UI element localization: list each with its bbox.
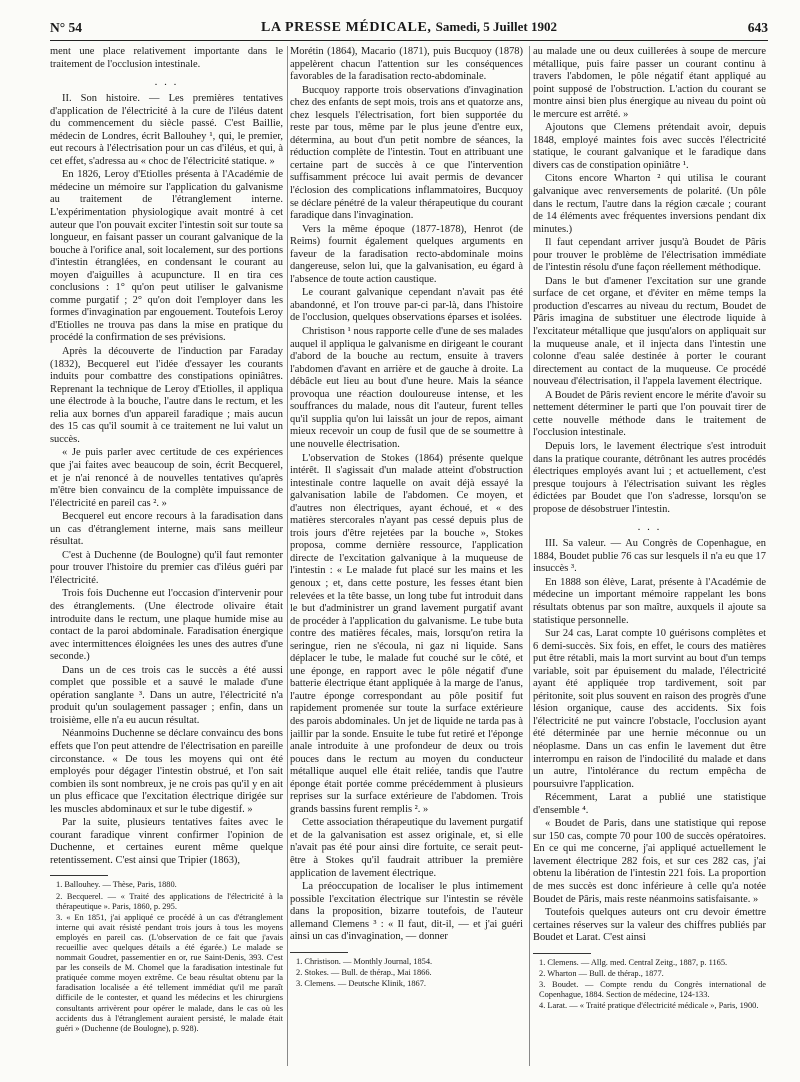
masthead [50,19,768,36]
column-3 [533,46,766,1070]
paragraph: Toutefois quelques auteurs ont cru devoir émettre certaines réserves sur la valeur des chiffres publiés par Boudet et Larat. C'est ainsi [533,907,766,944]
paragraph: En 1888 son élève, Larat, présente à l'Académie de médecine un important mémoire rappelant les bons résultats obtenus par son maître, auxquels il ajoute sa statistique personnelle. [533,576,766,626]
section-ornament: . . . [637,521,662,534]
column-2 [290,46,523,1070]
footnote: 1. Ballouhey. — Thèse, Paris, 1880. [56,880,177,890]
footnotes [50,880,283,1033]
paragraph: Néanmoins Duchenne se déclare convaincu des bons effets que l'on peut attendre de l'électrisation en pareille circonstance. « De tous les moyens qui ont été employés pour dégager l'intestin obstrué, et l'on sait combien ils sont nombreux, je ne crois pas qu'il y en ait un plus efficace que l'excitation électrique dirigée sur les muscles abdominaux et sur le tube digestif. » [50,728,283,815]
column-divider [529,46,530,1066]
paragraph: La préoccupation de localiser le plus intimement possible l'excitation électrique sur l'intestin se révèle dans la proposition, bizarre toutefois, de l'auteur allemand Clemens ³ : « Il faut, dit-il, — et j'ai guéri ainsi un cas d'invagination, — donner [290,881,523,943]
footnote-separator [533,953,591,954]
footnotes [290,957,523,989]
paragraph: Bucquoy rapporte trois observations d'invagination chez des enfants de sept mois, trois ans et quatorze ans, chez lesquels l'électrisation, fort bien supportée du reste par tous, même par le plus jeune d'entre eux, détermina, au bout d'un petit nombre de séances, la réduction complète de l'intestin. Tout en attribuant une certaine part de succès à ce que l'intervention suffisamment précoce lui avait permis de devancer l'éclosion des complications inflammatoires, Bucquoy se déclare pénétré de la valeur thérapeutique du courant faradique dans l'invagination. [290,84,523,222]
header-rule [50,40,768,41]
paragraph: Après la découverte de l'induction par Faraday (1832), Becquerel eut l'idée d'essayer les courants induits pour combattre des constipations opiniâtres. Reprenant la technique de Leroy d'Etiolles, il appliqua une électrode à la bouche, l'autre dans le rectum, et les relia aux bornes d'un appareil faradique ; mais aucun des 15 cas qu'il soumit à ce traitement ne lui valut un succès. [50,346,283,445]
issue-number: N° 54 [50,20,83,35]
footnote: 4. Larat. — « Traité pratique d'électricité médicale », Paris, 1900. [539,1001,759,1011]
paragraph: Christison ¹ nous rapporte celle d'une de ses malades auquel il appliqua le galvanisme en dirigeant le courant d'abord de la bouche au rectum, ensuite à travers l'abdomen d'avant en arrière et de gauche à droite. La débâcle eut lieu au bout d'une heure. Mais la séance provoqua une réaction douloureuse intense, et les souffrances du malade, nous dit l'auteur, furent telles qu'il supplia qu'on lui laissât un jour de repos, aimant mieux recevoir un coup de fusil que de se soumettre à une nouvelle électrisation. [290,326,523,450]
footnote: 2. Becquerel. — « Traité des applications de l'électricité à la thérapeutique ». Paris, 1860, p. 295. [56,891,283,911]
page-number: 643 [747,20,768,35]
paragraph: au malade une ou deux cuillerées à soupe de mercure métallique, puis faire passer un courant continu à travers l'abdomen, le pôle négatif étant appliqué au point supposé de l'obstruction. L'action du courant se montre ainsi bien plus énergique au niveau du point où le mercure est arrêté. » [533,46,766,120]
footnote: 3. Boudet. — Compte rendu du Congrès international de Copenhague, 1884. Section de médecine, 124-133. [539,979,766,1000]
footnote: 3. Clemens. — Deutsche Klinik, 1867. [296,979,427,989]
paragraph: Ajoutons que Clemens prétendait avoir, depuis 1848, employé maintes fois avec succès l'électricité statique, le courant galvanique et le faradique dans divers cas de constipation opiniâtre ¹. [533,122,766,171]
footnote: 1. Christison. — Monthly Journal, 1854. [296,956,433,966]
column-1 [50,46,283,1070]
footnote-separator [290,952,348,953]
paragraph: Trois fois Duchenne eut l'occasion d'intervenir pour des étranglements. (Une électrode olivaire était introduite dans le rectum, une plaque humide mise au contact de la paroi abdominale. Faradisation énergique avec intermittences éloignées les unes des autres d'une seconde.) [50,588,283,663]
section-heading-paragraph: II. Son histoire. — Les premières tentatives d'application de l'électricité à la cure de l'iléus datent du commencement du siècle passé. C'est Baillie, médecin de Londres, écrit Ballouhey ¹, qui, le premier, eut recours à l'électrisation pour un cas d'iléus, et qui, à cet effet, s'adressa au « choc de l'électricité statique. » [50,93,283,167]
footnote: 3. « En 1851, j'ai appliqué ce procédé à un cas d'étranglement interne qui avait résisté pendant trois jours à tous les moyens employés en pareil cas. (L'observation de ce fait que j'avais recueillie avec quelques détails a été égarée.) Le malade se nommait Goudret, passementier en or, rue Saint-Denis, 393. C'est par les conseils de M. Chomel que la faradisation intestinale fut pratiquée comme moyen extrême. Ce beau résultat obtenu par la faradisation localisée a été tellement immédiat qu'il me paraît difficile de le contester, et quand les médecins et les chirurgiens consultants arrivèrent pour opérer le malade, dans le cas où les accidents dus à l'étranglement auraient persisté, le malade était guéri » (Duchenne (de Boulogne), p. 928). [56,912,283,1033]
paragraph: Cette association thérapeutique du lavement purgatif et de la galvanisation est assez originale, et, si elle n'avait pas été pour ainsi dire fortuite, ce serait peut-être à Stokes qu'il faudrait attribuer la première application de lavement électrique. [290,817,523,879]
paragraph: Dans un de ces trois cas le succès a été aussi complet que possible et a sauvé le malade d'une opération sanglante ³. Dans un autre, l'électricité n'a produit qu'un soulagement passager ; enfin, dans un troisième, elle n'a eu aucun résultat. [50,664,283,726]
paragraph: Le courant galvanique cependant n'avait pas été abandonné, et l'on trouve par-ci par-là, dans l'histoire de l'occlusion, quelques observations éparses et isolées. [290,287,523,324]
paragraph: Citons encore Wharton ² qui utilisa le courant galvanique avec renversements de polarité. (Un pôle dans le rectum, l'autre dans la région cæcale ; courant de 14 éléments avec fréquentes inversions pendant dix minutes.) [533,173,766,235]
paragraph: Vers la même époque (1877-1878), Henrot (de Reims) fournit également quelques arguments en faveur de la faradisation recto-abdominale moins dangereuse, selon lui, que la galvanisation, eu égard à l'absence de toute action caustique. [290,223,523,285]
footnotes [533,958,766,1011]
paragraph: Par la suite, plusieurs tentatives faites avec le courant faradique vinrent confirmer l'opinion de Duchenne, et certaines eurent même quelque retentissement. C'est ainsi que Tripier (1863), [50,817,283,866]
paragraph: « Boudet de Paris, dans une statistique qui repose sur 150 cas, compte 70 pour 100 de succès opératoires. En ce qui me concerne, j'ai appliqué actuellement le lavement électrique 282 fois, et sur ces 282 cas, j'ai obtenu la libération de l'intestin 221 fois. La proportion de mes succès est donc inférieure à celle qu'a notée Boudet de Pâris, mais reste néanmoins satisfaisante. » [533,818,766,905]
footnote: 1. Clemens. — Allg. med. Central Zeitg., 1887, p. 1165. [539,957,728,967]
paragraph: Il faut cependant arriver jusqu'à Boudet de Pâris pour trouver le problème de l'électrisation immédiate de l'intestin résolu d'une façon réellement méthodique. [533,237,766,274]
footnote-separator [50,875,108,876]
journal-title: LA PRESSE MÉDICALE, [261,20,432,35]
paragraph: Depuis lors, le lavement électrique s'est introduit dans la pratique courante, détrônant les autres procédés électriques employés avant lui ; et actuellement, c'est presque toujours à l'électrisation suivant les règles édictées par Boudet que l'on s'adresse, lorsqu'on se propose de désobstruer l'intestin. [533,440,766,515]
section-heading-paragraph: III. Sa valeur. — Au Congrès de Copenhague, en 1884, Boudet publie 76 cas sur lesquels il n'a eu que 17 insuccès ³. [533,538,766,575]
paragraph: Morétin (1864), Macario (1871), puis Bucquoy (1878) appelèrent chacun l'attention sur les conséquences favorables de la faradisation recto-abdominale. [290,46,523,83]
column-divider [287,46,288,1066]
footnote: 2. Wharton — Bull. de thérap., 1877. [539,968,664,978]
footnote: 2. Stokes. — Bull. de thérap., Mai 1866. [296,967,432,977]
paragraph: ment une place relativement importante dans le traitement de l'occlusion intestinale. [50,46,283,70]
paragraph: Becquerel eut encore recours à la faradisation dans un cas d'étranglement interne, mais sans meilleur résultat. [50,511,283,548]
paragraph: Récemment, Larat a publié une statistique d'ensemble ⁴. [533,792,766,816]
paragraph: « Je puis parler avec certitude de ces expériences que j'ai faites avec beaucoup de soin, écrit Becquerel, et je n'ai renoncé à de nouvelles tentatives qu'après m'être bien convaincu de la complète impuissance de l'électricité en pareil cas ². » [50,447,283,509]
paragraph: En 1826, Leroy d'Etiolles présenta à l'Académie de médecine un mémoire sur l'application du galvanisme au traitement de l'étranglement interne. L'expérimentation physiologique avait montré à cet auteur que l'on pouvait exciter l'intestin soit sur toute sa longueur, en faisant passer un courant galvanique de la bouche à l'orifice anal, soit localement, sur des portions d'intestin étranglées, en condensant le courant au moyen d'aiguilles à acupuncture. Il en tira ces conclusions : 1° qu'on peut utiliser le galvanisme comme purgatif ; 2° qu'on doit l'employer dans les formes d'invagination par engouement. Toutefois Leroy d'Etiolles ne trouva pas dans la mise en pratique du procédé la confirmation de ses prévisions. [50,169,283,344]
page-header [50,17,768,39]
section-ornament: . . . [154,76,179,89]
paragraph: Dans le but d'amener l'excitation sur une grande surface de cet organe, et d'éviter en même temps la production d'escarres au niveau du rectum, Boudet de Pâris imagina de substituer une électrode liquide à l'excitateur métallique que jusqu'alors on appliquait sur la muqueuse anale, et il injecta dans l'intestin une colonne d'eau salée destinée à porter le courant directement au contact de la muqueuse. Ce procédé nouveau d'électrisation, il l'appela lavement électrique. [533,275,766,388]
paragraph: A Boudet de Pâris revient encore le mérite d'avoir su nettement déterminer le parti que l'on pouvait tirer de cette nouvelle méthode dans le traitement de l'occlusion intestinale. [533,389,766,439]
issue-date: Samedi, 5 Juillet 1902 [435,19,557,34]
paragraph: C'est à Duchenne (de Boulogne) qu'il faut remonter pour trouver l'histoire du premier cas d'iléus guéri par l'électricité. [50,549,283,586]
paragraph: L'observation de Stokes (1864) présente quelque intérêt. Il s'agissait d'un malade atteint d'obstruction intestinale contre laquelle on avait déjà essayé la galvanisation labile de l'abdomen. Ce moyen, et d'autres non électriques, ayant échoué, et « des matières stercorales n'ayant pas cessé depuis plus de trois jours d'être rejetées par la bouche », Stokes proposa, comme dernière ressource, l'application directe de l'excitation galvanique à la muqueuse de l'intestin : « Le malade fut placé sur les mains et les genoux ; et, dans cette posture, les fesses étant bien relevées et la tête basse, un long tube fut introduit dans le but d'administrer un grand lavement purgatif avant de procéder à l'application du galvanisme. Le tube buta contre des matières fécales, mais, lorsqu'on retira la seringue, rien ne s'écoula, ni gaz ni liquide. Sans déplacer le tube, le malade fut couché sur le côté, et une éponge, en rapport avec le pôle négatif d'une batterie électrique étant appliquée à la marge de l'anus, l'autre éponge correspondant au pôle positif fut rapidement promenée sur toute la surface extérieure des parois abdominales. Un jet de liquide ne tarda pas à jaillir par la sonde. Ensuite le tube fut retiré et l'éponge anale introduite à une profondeur de deux ou trois pouces dans le rectum au moyen du conducteur métallique auquel elle était reliée, tandis que l'autre éponge était portée comme précédemment à plusieurs reprises sur la surface extérieure de l'abdomen. Trois grands bassins furent remplis ². » [290,452,523,815]
paragraph: Sur 24 cas, Larat compte 10 guérisons complètes et 6 demi-succès. Six fois, en effet, le cours des matières put être rétabli, mais la mort survint au bout d'un temps variable, soit par épuisement du malade, l'électricité ayant été appliquée trop tardivement, soit par péritonite, soit plus souvent en raison des progrès d'une lésion organique, cause des accidents. Six fois l'électricité ne put vaincre l'obstacle, l'occlusion ayant été déterminée par une hernie méconnue ou un néoplasme. Dans un cas enfin le lavement dut être interrompu en raison de l'indocilité du malade et dans un autre, l'intolérance du rectum empêcha de poursuivre l'application. [533,628,766,790]
